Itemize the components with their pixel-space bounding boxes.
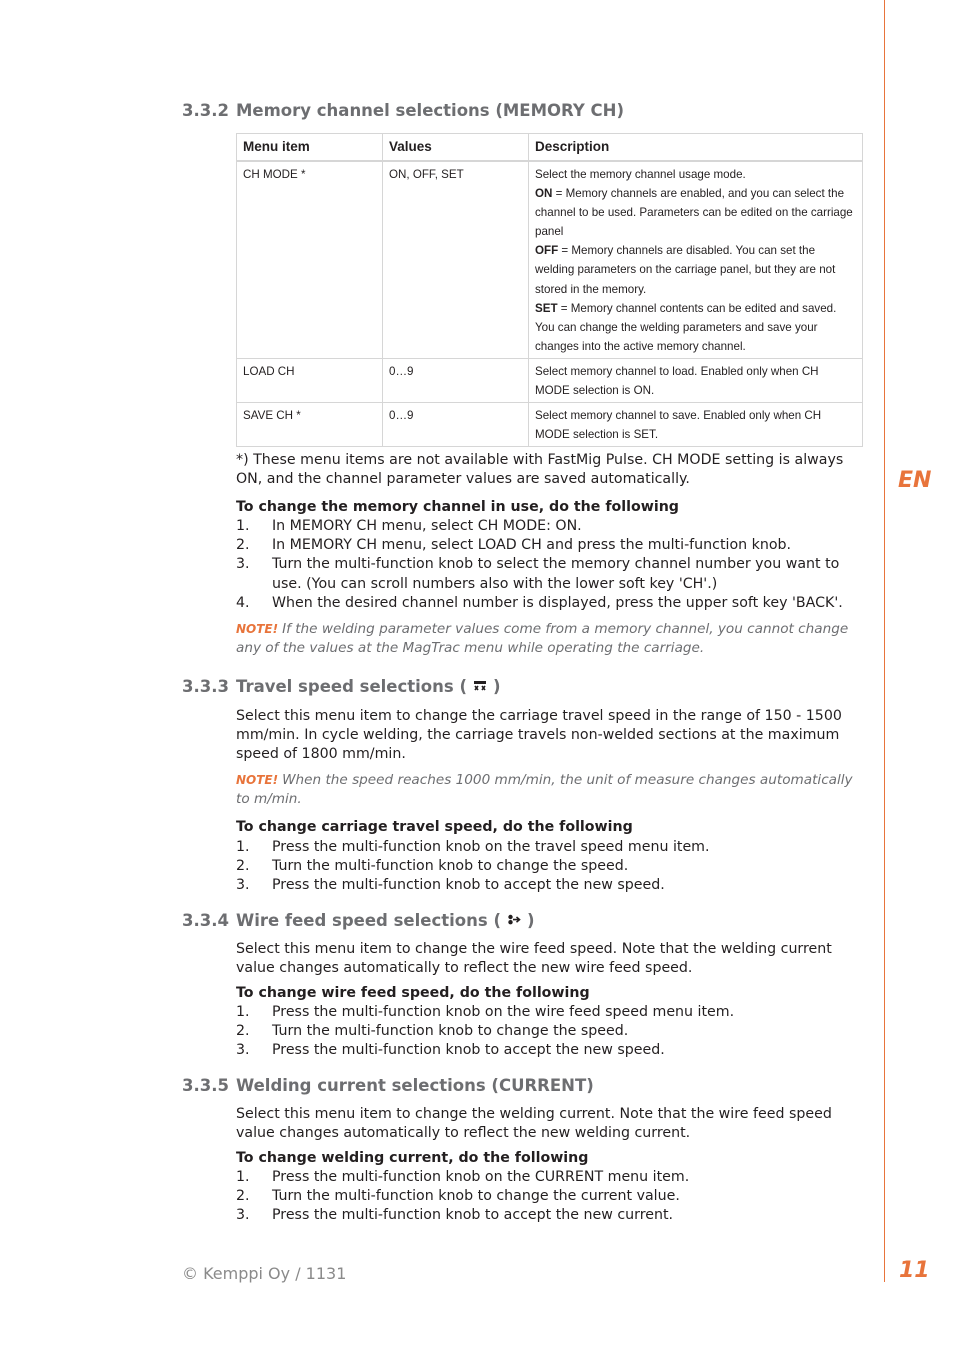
table-cell: 0…9	[383, 358, 529, 402]
table-cell: SAVE CH *	[237, 403, 383, 447]
section-heading-3-3-4: 3.3.4 Wire feed speed selections ( )	[182, 911, 535, 930]
footer-copyright: © Kemppi Oy / 1131	[182, 1264, 347, 1283]
section-body: Select this menu item to change the wire feed speed. Note that the welding current value changes automatically to reflect the new wire feed speed.	[236, 941, 832, 977]
list-item: 2. In MEMORY CH menu, select LOAD CH and press the multi-function knob.	[236, 537, 792, 554]
note-label: NOTE!	[236, 773, 279, 787]
table-row	[237, 358, 863, 402]
list-item: 3. Press the multi-function knob to accept the new speed.	[236, 1042, 665, 1059]
table-cell: 0…9	[383, 403, 529, 447]
list-item: 2. Turn the multi-function knob to change the current value.	[236, 1188, 680, 1205]
procedure-title: To change welding current, do the following	[236, 1150, 589, 1166]
list-item: 3. Turn the multi-function knob to select the memory channel number you want to use. (You can scroll numbers also with the lower soft key 'CH'.)	[236, 556, 840, 592]
list-item: 2. Turn the multi-function knob to change the speed.	[236, 1023, 629, 1040]
procedure-title: To change wire feed speed, do the following	[236, 985, 590, 1001]
note-label: NOTE!	[236, 622, 279, 636]
table-footnote: *) These menu items are not available with FastMig Pulse. CH MODE setting is always ON, and the channel parameter values are saved automatically.	[236, 452, 844, 488]
page-number: 11	[899, 1258, 930, 1283]
table-cell: Select memory channel to save. Enabled only when CH MODE selection is SET.	[529, 403, 863, 447]
section-heading-3-3-5: 3.3.5 Welding current selections (CURRENT)	[182, 1076, 594, 1095]
list-item: 1. Press the multi-function knob on the wire feed speed menu item.	[236, 1004, 735, 1020]
column-header: Description	[529, 134, 863, 162]
section-heading-3-3-2: 3.3.2 Memory channel selections (MEMORY CH)	[182, 101, 624, 120]
carriage-icon	[473, 680, 487, 694]
section-body: Select this menu item to change the carriage travel speed in the range of 150 - 1500 mm/min. In cycle welding, the carriage travels non-welded sections at the maximum speed of 1800 mm/min.	[236, 708, 842, 763]
table-cell: ON, OFF, SET	[383, 161, 529, 358]
list-item: 1. In MEMORY CH menu, select CH MODE: ON.	[236, 518, 582, 534]
procedure-steps	[236, 838, 862, 896]
section-heading-3-3-3: 3.3.3 Travel speed selections ( )	[182, 677, 501, 696]
wire-feed-icon	[507, 914, 521, 928]
table-cell: Select the memory channel usage mode. ON = Memory channels are enabled, and you can select the channel to be used. Parameters can be edited on the carriage panel OFF = Memory channels are disabled. You can set the welding parameters on the carriage panel, but they are not stored in the memory. SET = Memory channel contents can be edited and saved. You can change the welding parameters and save your changes into the active memory channel.	[529, 161, 863, 358]
procedure-title: To change carriage travel speed, do the following	[236, 819, 633, 835]
table-row	[237, 161, 863, 358]
note: NOTE! When the speed reaches 1000 mm/min, the unit of measure changes automatically to m/min.	[236, 772, 853, 807]
list-item: 2. Turn the multi-function knob to change the speed.	[236, 858, 629, 875]
list-item: 1. Press the multi-function knob on the CURRENT menu item.	[236, 1169, 690, 1185]
margin-rule	[884, 0, 885, 1282]
list-item: 3. Press the multi-function knob to accept the new speed.	[236, 877, 665, 894]
memory-channel-table	[236, 133, 863, 447]
language-tab: EN	[898, 468, 932, 493]
procedure-steps	[236, 1003, 862, 1061]
table-row	[237, 403, 863, 447]
list-item: 3. Press the multi-function knob to accept the new current.	[236, 1207, 674, 1224]
list-item: 1. Press the multi-function knob on the travel speed menu item.	[236, 839, 710, 855]
procedure-steps	[236, 517, 862, 613]
table-cell: Select memory channel to load. Enabled only when CH MODE selection is ON.	[529, 358, 863, 402]
procedure-steps	[236, 1168, 862, 1226]
note: NOTE! If the welding parameter values come from a memory channel, you cannot change any of the values at the MagTrac menu while operating the carriage.	[236, 621, 849, 656]
procedure-title: To change the memory channel in use, do the following	[236, 499, 679, 515]
list-item: 4. When the desired channel number is displayed, press the upper soft key 'BACK'.	[236, 594, 843, 611]
section-body: Select this menu item to change the welding current. Note that the wire feed speed value changes automatically to reflect the new welding current.	[236, 1106, 832, 1142]
table-cell: LOAD CH	[237, 358, 383, 402]
column-header: Menu item	[237, 134, 383, 162]
column-header: Values	[383, 134, 529, 162]
table-cell: CH MODE *	[237, 161, 383, 358]
table-header-row	[237, 134, 863, 162]
